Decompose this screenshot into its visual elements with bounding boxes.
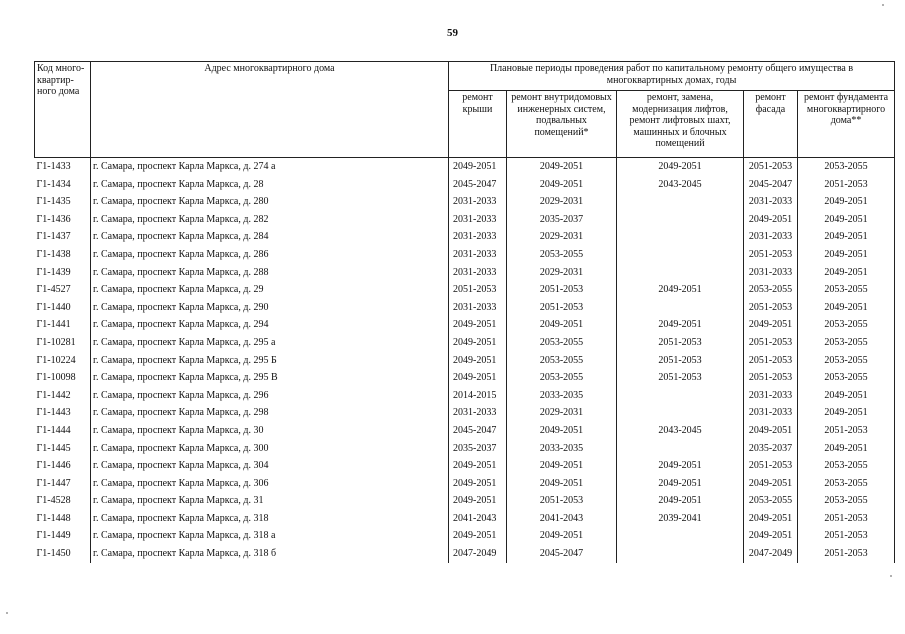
header-foundation-repair: ремонт фундамента многоквартирного дома** xyxy=(798,91,895,158)
table-row xyxy=(35,440,895,458)
capital-repair-schedule-table xyxy=(34,61,895,563)
header-facade-repair: ремонт фасада xyxy=(744,91,798,158)
cell-facade-period: 2051-2053 xyxy=(744,352,798,370)
cell-systems-period: 2033-2035 xyxy=(507,387,617,405)
cell-address: г. Самара, проспект Карла Маркса, д. 282 xyxy=(91,211,449,229)
table-row xyxy=(35,422,895,440)
cell-lifts-period xyxy=(617,299,744,317)
cell-lifts-period xyxy=(617,527,744,545)
cell-house-code: Г1-1438 xyxy=(36,248,71,260)
cell-facade-period: 2053-2055 xyxy=(744,281,798,299)
cell-roof-period: 2031-2033 xyxy=(449,264,507,282)
table-row xyxy=(35,387,895,405)
cell-systems-period: 2029-2031 xyxy=(507,193,617,211)
cell-lifts-period: 2051-2053 xyxy=(617,352,744,370)
cell-house-code: Г1-1437 xyxy=(36,231,71,243)
cell-house-code: Г1-1448 xyxy=(36,512,71,524)
table-row xyxy=(35,281,895,299)
cell-house-code: Г1-1439 xyxy=(36,266,71,278)
cell-address: г. Самара, проспект Карла Маркса, д. 274 а xyxy=(91,158,449,176)
table-row xyxy=(35,299,895,317)
cell-systems-period: 2049-2051 xyxy=(507,316,617,334)
cell-address: г. Самара, проспект Карла Маркса, д. 286 xyxy=(91,246,449,264)
cell-systems-period: 2033-2035 xyxy=(507,440,617,458)
cell-roof-period: 2014-2015 xyxy=(449,387,507,405)
cell-roof-period: 2045-2047 xyxy=(449,422,507,440)
cell-house-code: Г1-1450 xyxy=(36,548,71,560)
cell-foundation-period: 2049-2051 xyxy=(798,299,895,317)
cell-lifts-period: 2049-2051 xyxy=(617,492,744,510)
cell-roof-period: 2031-2033 xyxy=(449,228,507,246)
cell-systems-period: 2041-2043 xyxy=(507,510,617,528)
cell-house-code: Г1-1434 xyxy=(36,178,71,190)
table-row xyxy=(35,352,895,370)
cell-facade-period: 2049-2051 xyxy=(744,422,798,440)
cell-systems-period: 2049-2051 xyxy=(507,527,617,545)
table-row xyxy=(35,158,895,176)
cell-foundation-period: 2049-2051 xyxy=(798,228,895,246)
cell-foundation-period: 2049-2051 xyxy=(798,387,895,405)
cell-facade-period: 2031-2033 xyxy=(744,404,798,422)
cell-roof-period: 2049-2051 xyxy=(449,457,507,475)
cell-house-code: Г1-1436 xyxy=(36,213,71,225)
cell-lifts-period xyxy=(617,228,744,246)
cell-address: г. Самара, проспект Карла Маркса, д. 295 Б xyxy=(91,352,449,370)
cell-facade-period: 2031-2033 xyxy=(744,387,798,405)
table-row xyxy=(35,369,895,387)
cell-roof-period: 2031-2033 xyxy=(449,404,507,422)
scan-speck xyxy=(890,575,892,577)
cell-address: г. Самара, проспект Карла Маркса, д. 318 xyxy=(91,510,449,528)
cell-address: г. Самара, проспект Карла Маркса, д. 295 В xyxy=(91,369,449,387)
cell-foundation-period: 2049-2051 xyxy=(798,211,895,229)
cell-address: г. Самара, проспект Карла Маркса, д. 298 xyxy=(91,404,449,422)
cell-systems-period: 2051-2053 xyxy=(507,281,617,299)
cell-facade-period: 2051-2053 xyxy=(744,158,798,176)
cell-systems-period: 2053-2055 xyxy=(507,369,617,387)
table-row xyxy=(35,176,895,194)
cell-roof-period: 2049-2051 xyxy=(449,475,507,493)
cell-foundation-period: 2053-2055 xyxy=(798,281,895,299)
cell-systems-period: 2053-2055 xyxy=(507,352,617,370)
cell-lifts-period xyxy=(617,387,744,405)
cell-foundation-period: 2049-2051 xyxy=(798,193,895,211)
page-number: 59 xyxy=(447,27,458,39)
cell-roof-period: 2049-2051 xyxy=(449,352,507,370)
cell-systems-period: 2049-2051 xyxy=(507,457,617,475)
cell-systems-period: 2053-2055 xyxy=(507,246,617,264)
cell-foundation-period: 2053-2055 xyxy=(798,369,895,387)
cell-lifts-period xyxy=(617,440,744,458)
cell-systems-period: 2053-2055 xyxy=(507,334,617,352)
cell-foundation-period: 2053-2055 xyxy=(798,352,895,370)
cell-lifts-period: 2049-2051 xyxy=(617,316,744,334)
cell-lifts-period xyxy=(617,545,744,563)
table-row xyxy=(35,193,895,211)
cell-roof-period: 2041-2043 xyxy=(449,510,507,528)
cell-house-code: Г1-1449 xyxy=(36,530,71,542)
cell-address: г. Самара, проспект Карла Маркса, д. 288 xyxy=(91,264,449,282)
cell-systems-period: 2049-2051 xyxy=(507,158,617,176)
cell-house-code: Г1-1447 xyxy=(36,477,71,489)
cell-roof-period: 2031-2033 xyxy=(449,211,507,229)
cell-systems-period: 2049-2051 xyxy=(507,422,617,440)
cell-foundation-period: 2051-2053 xyxy=(798,527,895,545)
cell-facade-period: 2031-2033 xyxy=(744,264,798,282)
header-planned-periods: Плановые периоды проведения работ по капитальному ремонту общего имущества в многоквартирных домах, годы xyxy=(449,62,895,91)
cell-foundation-period: 2051-2053 xyxy=(798,176,895,194)
cell-roof-period: 2049-2051 xyxy=(449,316,507,334)
cell-roof-period: 2035-2037 xyxy=(449,440,507,458)
table-row xyxy=(35,475,895,493)
cell-roof-period: 2049-2051 xyxy=(449,334,507,352)
cell-address: г. Самара, проспект Карла Маркса, д. 306 xyxy=(91,475,449,493)
cell-roof-period: 2031-2033 xyxy=(449,193,507,211)
cell-house-code: Г1-10281 xyxy=(36,336,76,348)
cell-lifts-period xyxy=(617,404,744,422)
cell-facade-period: 2049-2051 xyxy=(744,475,798,493)
cell-house-code: Г1-1443 xyxy=(36,407,71,419)
cell-house-code: Г1-10098 xyxy=(36,372,76,384)
cell-roof-period: 2031-2033 xyxy=(449,299,507,317)
cell-address: г. Самара, проспект Карла Маркса, д. 29 xyxy=(91,281,449,299)
cell-house-code: Г1-10224 xyxy=(36,354,76,366)
cell-foundation-period: 2051-2053 xyxy=(798,422,895,440)
table-row xyxy=(35,510,895,528)
table-row xyxy=(35,404,895,422)
cell-lifts-period: 2043-2045 xyxy=(617,176,744,194)
cell-roof-period: 2049-2051 xyxy=(449,369,507,387)
table-row xyxy=(35,228,895,246)
cell-lifts-period: 2049-2051 xyxy=(617,475,744,493)
table-row xyxy=(35,334,895,352)
cell-facade-period: 2051-2053 xyxy=(744,246,798,264)
cell-facade-period: 2051-2053 xyxy=(744,457,798,475)
cell-address: г. Самара, проспект Карла Маркса, д. 284 xyxy=(91,228,449,246)
cell-foundation-period: 2051-2053 xyxy=(798,510,895,528)
cell-facade-period: 2031-2033 xyxy=(744,193,798,211)
scan-speck xyxy=(882,4,884,6)
cell-foundation-period: 2049-2051 xyxy=(798,246,895,264)
scan-speck xyxy=(6,612,8,614)
cell-facade-period: 2031-2033 xyxy=(744,228,798,246)
cell-foundation-period: 2053-2055 xyxy=(798,492,895,510)
cell-systems-period: 2051-2053 xyxy=(507,492,617,510)
cell-facade-period: 2049-2051 xyxy=(744,510,798,528)
cell-systems-period: 2035-2037 xyxy=(507,211,617,229)
table-row xyxy=(35,545,895,563)
table-row xyxy=(35,457,895,475)
table-row xyxy=(35,316,895,334)
cell-house-code: Г1-1435 xyxy=(36,196,71,208)
cell-systems-period: 2045-2047 xyxy=(507,545,617,563)
cell-address: г. Самара, проспект Карла Маркса, д. 318 а xyxy=(91,527,449,545)
cell-foundation-period: 2049-2051 xyxy=(798,264,895,282)
cell-house-code: Г1-4528 xyxy=(36,495,71,507)
cell-address: г. Самара, проспект Карла Маркса, д. 30 xyxy=(91,422,449,440)
cell-lifts-period: 2051-2053 xyxy=(617,334,744,352)
cell-lifts-period xyxy=(617,264,744,282)
cell-address: г. Самара, проспект Карла Маркса, д. 295 а xyxy=(91,334,449,352)
cell-foundation-period: 2053-2055 xyxy=(798,457,895,475)
cell-roof-period: 2031-2033 xyxy=(449,246,507,264)
cell-address: г. Самара, проспект Карла Маркса, д. 294 xyxy=(91,316,449,334)
cell-roof-period: 2045-2047 xyxy=(449,176,507,194)
cell-house-code: Г1-1440 xyxy=(36,301,71,313)
cell-foundation-period: 2053-2055 xyxy=(798,334,895,352)
cell-house-code: Г1-1445 xyxy=(36,442,71,454)
cell-lifts-period: 2051-2053 xyxy=(617,369,744,387)
header-lifts-repair: ремонт, замена, модернизация лифтов, ремонт лифтовых шахт, машинных и блочных помещений xyxy=(617,91,744,158)
cell-facade-period: 2051-2053 xyxy=(744,369,798,387)
cell-house-code: Г1-1441 xyxy=(36,319,71,331)
cell-address: г. Самара, проспект Карла Маркса, д. 318 б xyxy=(91,545,449,563)
cell-foundation-period: 2053-2055 xyxy=(798,475,895,493)
cell-address: г. Самара, проспект Карла Маркса, д. 296 xyxy=(91,387,449,405)
header-roof-repair: ремонт крыши xyxy=(449,91,507,158)
cell-house-code: Г1-1446 xyxy=(36,460,71,472)
cell-facade-period: 2049-2051 xyxy=(744,316,798,334)
cell-foundation-period: 2053-2055 xyxy=(798,158,895,176)
table-body xyxy=(35,158,895,563)
cell-address: г. Самара, проспект Карла Маркса, д. 290 xyxy=(91,299,449,317)
cell-address: г. Самара, проспект Карла Маркса, д. 280 xyxy=(91,193,449,211)
cell-systems-period: 2051-2053 xyxy=(507,299,617,317)
cell-foundation-period: 2053-2055 xyxy=(798,316,895,334)
cell-lifts-period xyxy=(617,246,744,264)
cell-facade-period: 2035-2037 xyxy=(744,440,798,458)
cell-facade-period: 2053-2055 xyxy=(744,492,798,510)
cell-roof-period: 2047-2049 xyxy=(449,545,507,563)
cell-house-code: Г1-1433 xyxy=(36,161,71,172)
table-row xyxy=(35,211,895,229)
cell-systems-period: 2049-2051 xyxy=(507,176,617,194)
cell-facade-period: 2051-2053 xyxy=(744,299,798,317)
cell-systems-period: 2029-2031 xyxy=(507,264,617,282)
table-row xyxy=(35,246,895,264)
cell-roof-period: 2049-2051 xyxy=(449,527,507,545)
header-systems-repair: ремонт внутридомовых инженерных систем, подвальных помещений* xyxy=(507,91,617,158)
cell-address: г. Самара, проспект Карла Маркса, д. 300 xyxy=(91,440,449,458)
cell-roof-period: 2051-2053 xyxy=(449,281,507,299)
table-row xyxy=(35,264,895,282)
cell-roof-period: 2049-2051 xyxy=(449,492,507,510)
cell-house-code: Г1-1444 xyxy=(36,424,71,436)
cell-address: г. Самара, проспект Карла Маркса, д. 28 xyxy=(91,176,449,194)
cell-facade-period: 2049-2051 xyxy=(744,211,798,229)
cell-lifts-period: 2049-2051 xyxy=(617,457,744,475)
cell-lifts-period xyxy=(617,211,744,229)
cell-facade-period: 2047-2049 xyxy=(744,545,798,563)
cell-lifts-period: 2049-2051 xyxy=(617,158,744,176)
cell-address: г. Самара, проспект Карла Маркса, д. 31 xyxy=(91,492,449,510)
cell-foundation-period: 2049-2051 xyxy=(798,404,895,422)
cell-systems-period: 2029-2031 xyxy=(507,228,617,246)
cell-house-code: Г1-4527 xyxy=(36,284,71,296)
cell-facade-period: 2049-2051 xyxy=(744,527,798,545)
cell-roof-period: 2049-2051 xyxy=(449,158,507,176)
cell-systems-period: 2049-2051 xyxy=(507,475,617,493)
cell-foundation-period: 2051-2053 xyxy=(798,545,895,563)
cell-systems-period: 2029-2031 xyxy=(507,404,617,422)
header-house-code: Код много-квартир-ного дома xyxy=(35,62,91,158)
cell-foundation-period: 2049-2051 xyxy=(798,440,895,458)
cell-house-code: Г1-1442 xyxy=(36,389,71,401)
table-row xyxy=(35,492,895,510)
cell-lifts-period: 2049-2051 xyxy=(617,281,744,299)
cell-lifts-period: 2039-2041 xyxy=(617,510,744,528)
cell-facade-period: 2045-2047 xyxy=(744,176,798,194)
table-row xyxy=(35,527,895,545)
cell-facade-period: 2051-2053 xyxy=(744,334,798,352)
cell-address: г. Самара, проспект Карла Маркса, д. 304 xyxy=(91,457,449,475)
cell-lifts-period: 2043-2045 xyxy=(617,422,744,440)
header-address: Адрес многоквартирного дома xyxy=(91,62,449,158)
cell-lifts-period xyxy=(617,193,744,211)
